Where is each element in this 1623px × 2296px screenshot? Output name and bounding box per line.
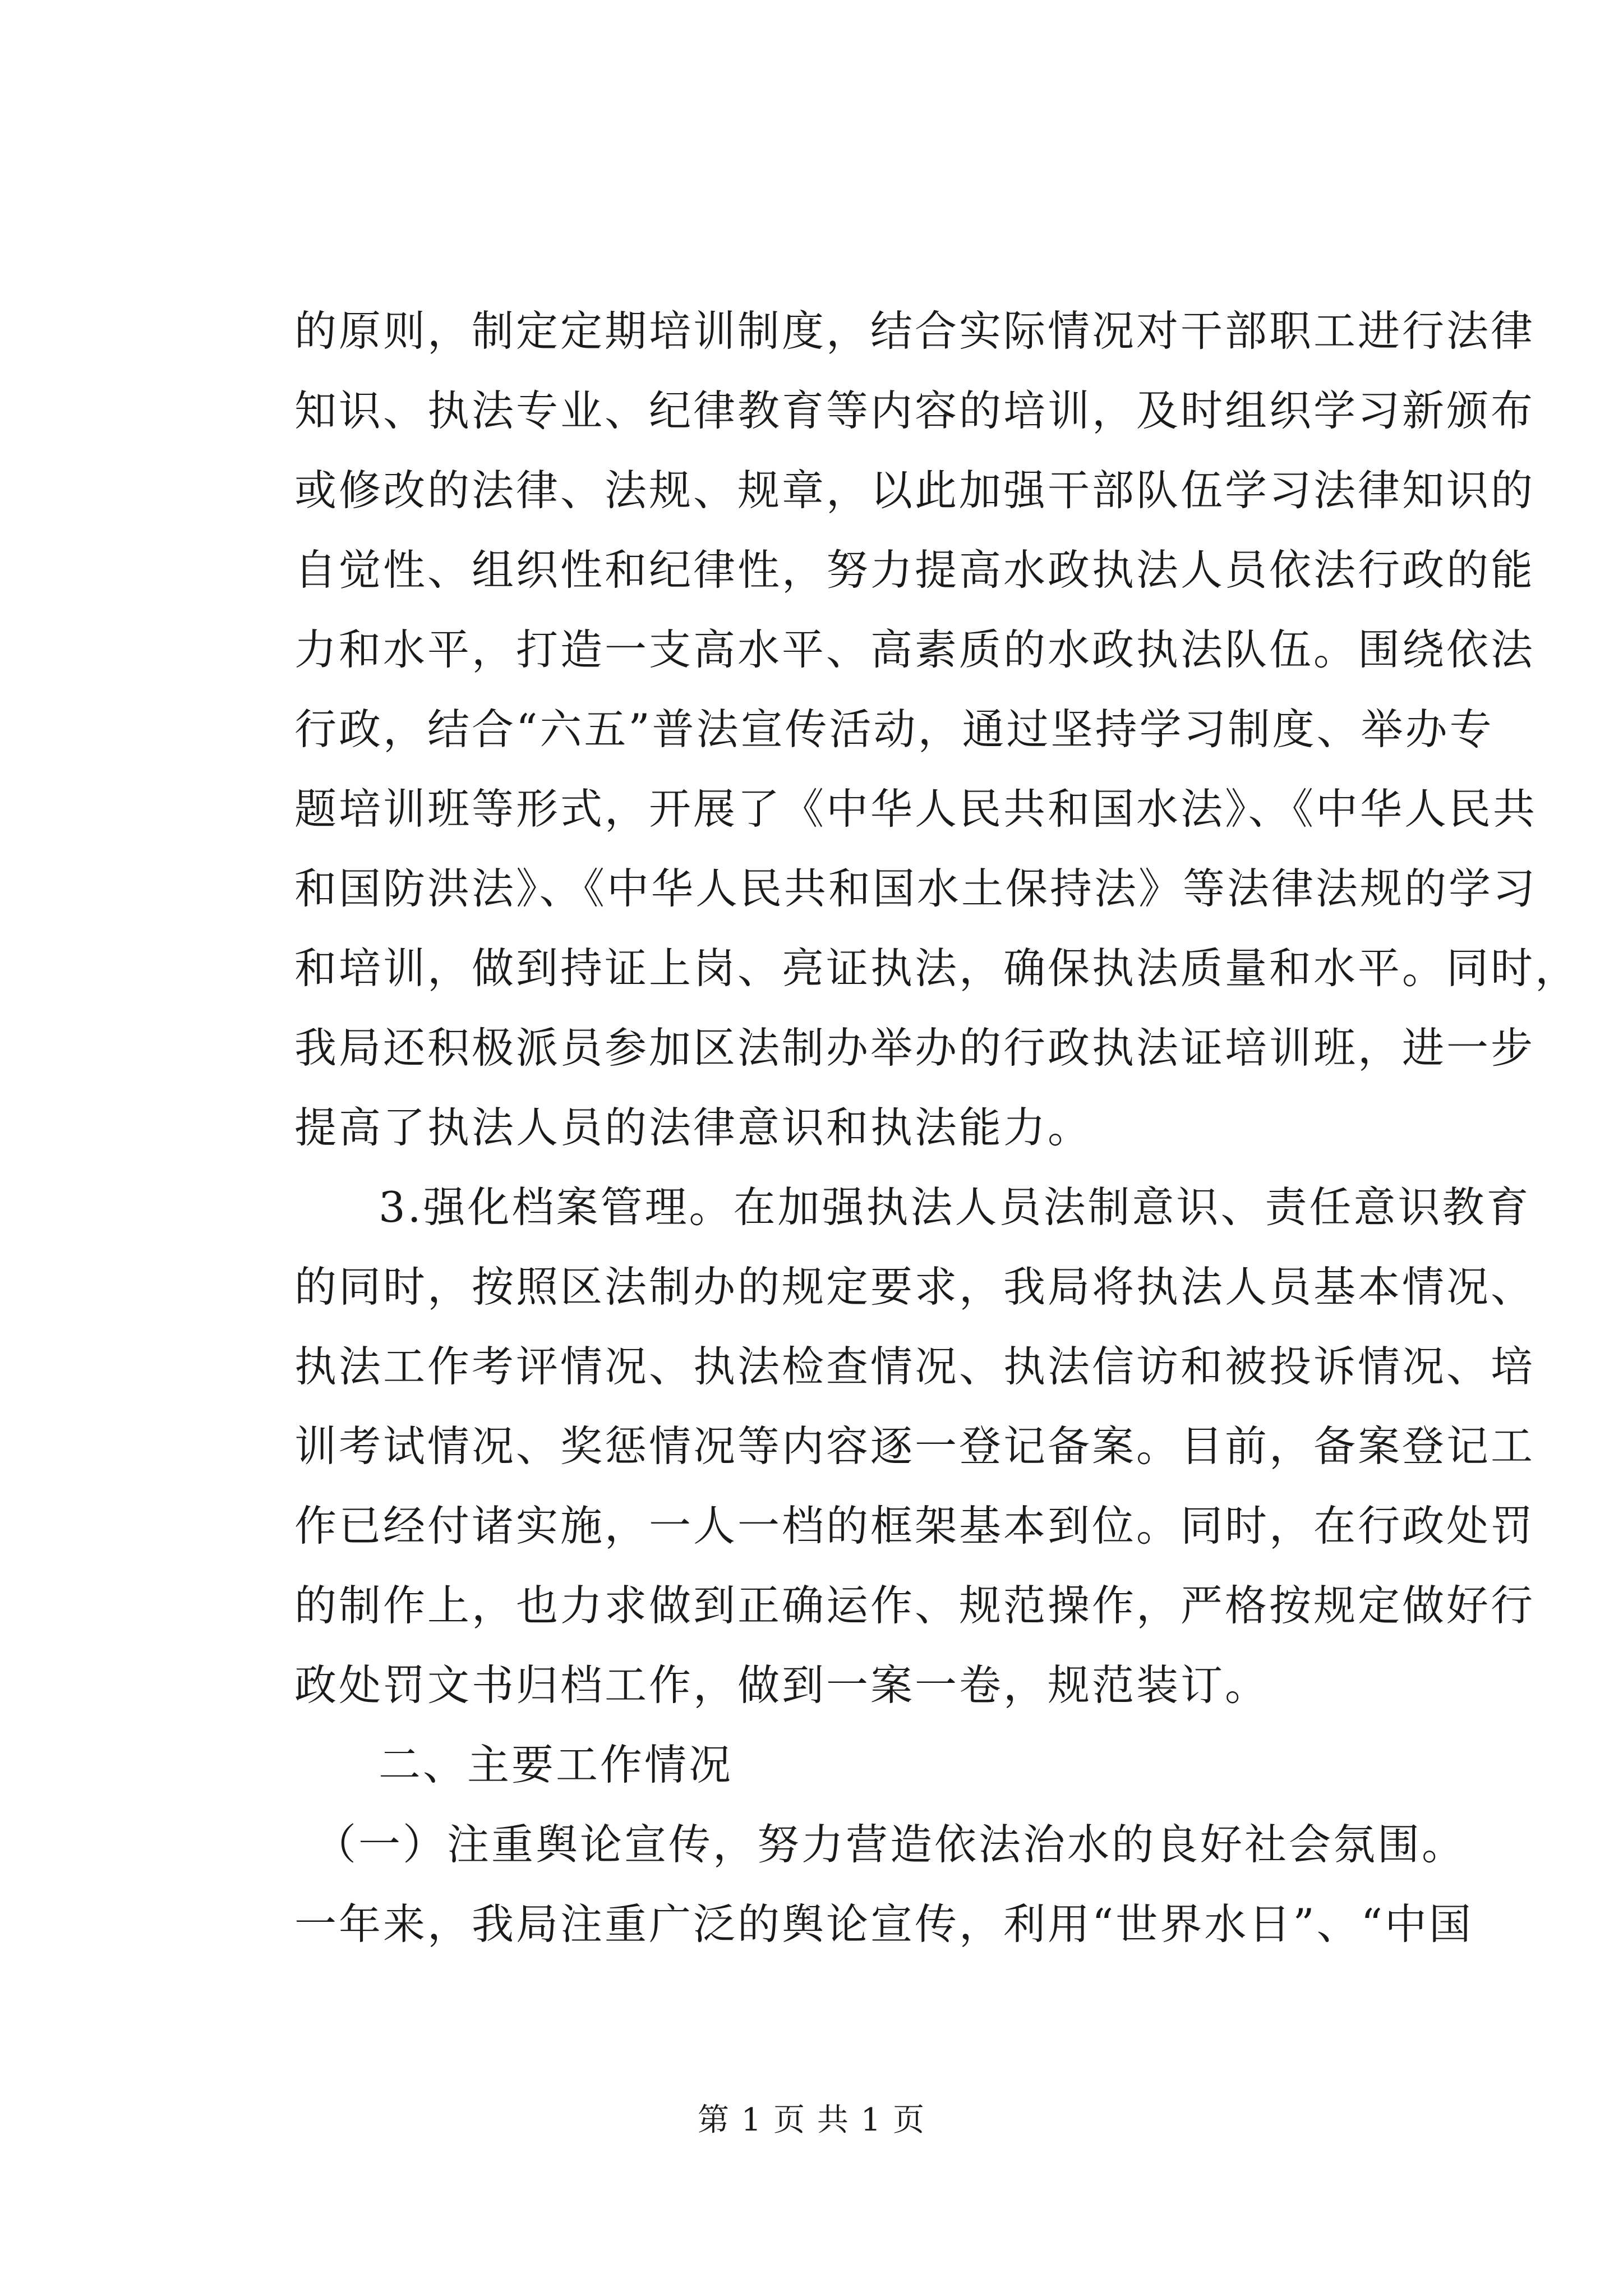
- subsection-heading: （一）注重舆论宣传，努力营造依法治水的良好社会氛围。: [314, 1820, 1467, 1869]
- text-line: 执法工作考评情况、执法检查情况、执法信访和被投诉情况、培: [294, 1342, 1536, 1391]
- text-line: 的同时，按照区法制办的规定要求，我局将执法人员基本情况、: [294, 1262, 1536, 1312]
- text-line: 和培训，做到持证上岗、亮证执法，确保执法质量和水平。同时，: [294, 944, 1580, 993]
- text-line: 力和水平，打造一支高水平、高素质的水政执法队伍。围绕依法: [294, 625, 1536, 674]
- text-line: 的原则，制定定期培训制度，结合实际情况对干部职工进行法律: [294, 306, 1536, 356]
- text-line: 我局还积极派员参加区法制办举办的行政执法证培训班，进一步: [294, 1023, 1536, 1073]
- text-line: 政处罚文书归档工作，做到一案一卷，规范装订。: [294, 1660, 1270, 1710]
- text-line: 知识、执法专业、纪律教育等内容的培训，及时组织学习新颁布: [294, 386, 1536, 435]
- text-line: 行政，结合“六五”普法宣传活动，通过坚持学习制度、举办专: [294, 705, 1494, 754]
- text-line: 作已经付诸实施，一人一档的框架基本到位。同时，在行政处罚: [294, 1501, 1536, 1550]
- text-line: 提高了执法人员的法律意识和执法能力。: [294, 1103, 1092, 1152]
- text-line: 或修改的法律、法规、规章，以此加强干部队伍学习法律知识的: [294, 466, 1536, 515]
- text-line: 一年来，我局注重广泛的舆论宣传，利用“世界水日”、“中国: [294, 1899, 1474, 1949]
- section-heading: 二、主要工作情况: [379, 1740, 734, 1789]
- text-line: 的制作上，也力求做到正确运作、规范操作，严格按规定做好行: [294, 1581, 1536, 1630]
- text-line: 题培训班等形式，开展了《中华人民共和国水法》、《中华人民共: [294, 784, 1538, 834]
- page-number-footer: 第 1 页 共 1 页: [697, 2102, 926, 2138]
- text-line: 自觉性、组织性和纪律性，努力提高水政执法人员依法行政的能: [294, 545, 1536, 595]
- text-line: 训考试情况、奖惩情况等内容逐一登记备案。目前，备案登记工: [294, 1421, 1536, 1471]
- paragraph-heading: 3.强化档案管理。在加强执法人员法制意识、责任意识教育: [379, 1182, 1531, 1232]
- text-line: 和国防洪法》、《中华人民共和国水土保持法》等法律法规的学习: [294, 864, 1538, 913]
